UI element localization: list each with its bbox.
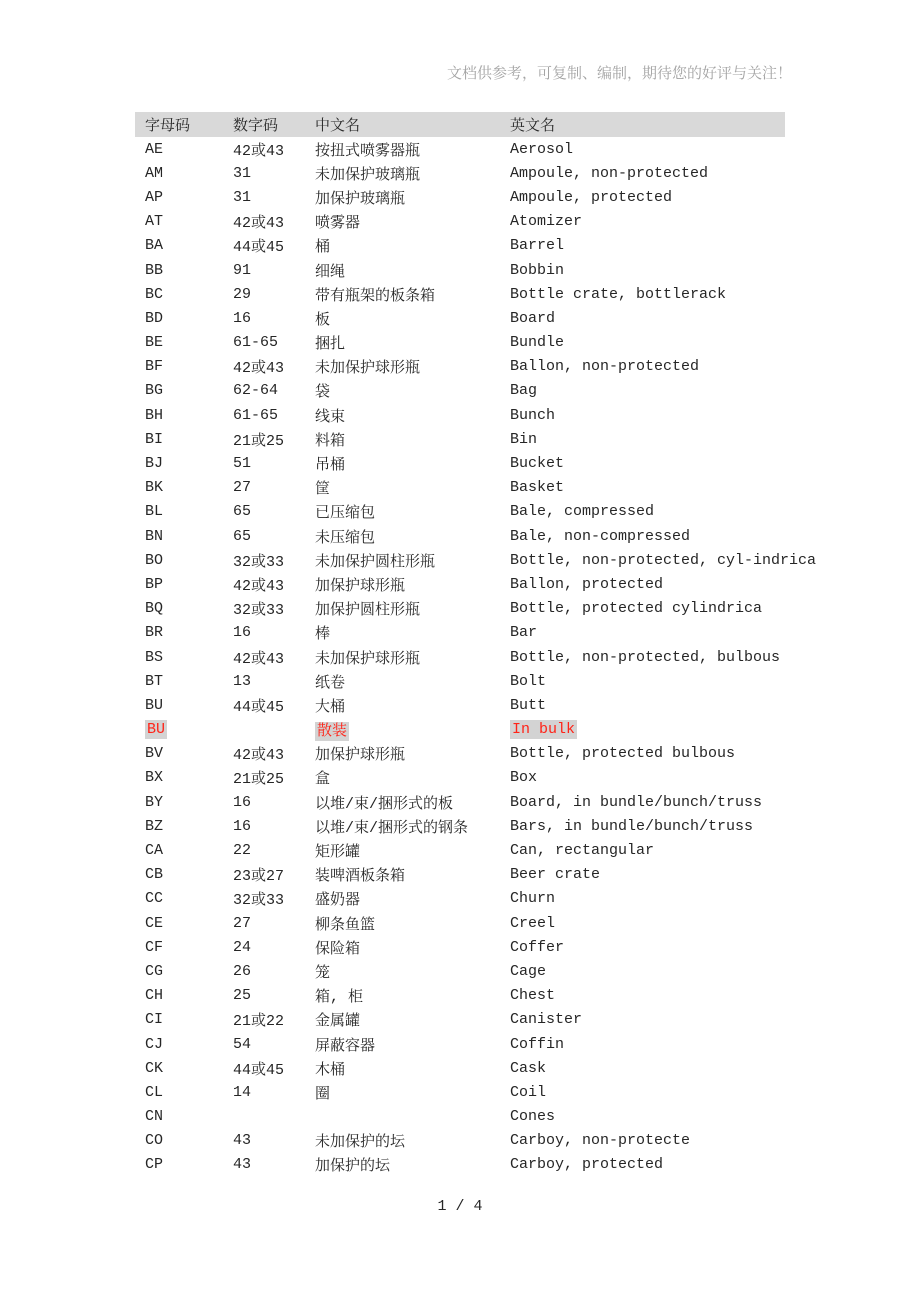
cell-chinese: 屏蔽容器 — [315, 1037, 376, 1055]
cell-letter: BR — [145, 624, 164, 642]
cell-number: 43 — [233, 1132, 252, 1150]
cell-chinese: 保险箱 — [315, 940, 361, 958]
cell-number: 24 — [233, 938, 252, 956]
cell-english: Creel — [510, 914, 556, 932]
table-row — [135, 911, 785, 935]
cell-number: 42或43 — [233, 747, 285, 765]
cell-number: 44或45 — [233, 239, 285, 257]
cell-english: Barrel — [510, 237, 565, 255]
cell-chinese: 吊桶 — [315, 457, 346, 475]
table-row — [135, 331, 785, 355]
cell-letter: BY — [145, 793, 164, 811]
cell-chinese: 加保护圆柱形瓶 — [315, 602, 421, 620]
table-row — [135, 1105, 785, 1129]
disclaimer-text: 文档供参考，可复制、编制，期待您的好评与关注！ — [446, 66, 792, 83]
cell-english: Ampoule, protected — [510, 188, 673, 206]
table-row — [135, 548, 785, 572]
cell-letter: CP — [145, 1156, 164, 1174]
table-row — [135, 234, 785, 258]
cell-number: 43 — [233, 1156, 252, 1174]
cell-chinese: 以堆/束/捆形式的钢条 — [315, 819, 469, 837]
table-row — [135, 572, 785, 596]
table-row — [135, 814, 785, 838]
column-header-chinese-name: 中文名 — [305, 112, 500, 137]
cell-chinese: 以堆/束/捆形式的板 — [315, 795, 454, 813]
cell-number: 44或45 — [233, 698, 285, 716]
table-row — [135, 887, 785, 911]
cell-number: 54 — [233, 1035, 252, 1053]
cell-letter: BB — [145, 261, 164, 279]
cell-english: Carboy, protected — [510, 1156, 664, 1174]
cell-letter: BP — [145, 575, 164, 593]
table-row — [135, 355, 785, 379]
cell-letter: BX — [145, 769, 164, 787]
cell-english: Atomizer — [510, 213, 583, 231]
table-row — [135, 500, 785, 524]
cell-chinese — [305, 1105, 500, 1129]
cell-number: 65 — [233, 527, 252, 545]
cell-english: Bars, in bundle/bunch/truss — [510, 817, 754, 835]
column-header-numeric-code: 数字码 — [223, 112, 305, 137]
cell-letter: BJ — [145, 455, 164, 473]
table-row — [135, 645, 785, 669]
cell-chinese: 棒 — [315, 626, 331, 644]
cell-number: 91 — [233, 261, 252, 279]
column-header-letter-code: 字母码 — [135, 112, 223, 137]
column-header-english-name: 英文名 — [500, 112, 785, 137]
cell-english — [500, 718, 785, 742]
cell-chinese: 纸卷 — [315, 674, 346, 692]
cell-chinese: 未加保护玻璃瓶 — [315, 166, 421, 184]
highlighted-text: In bulk — [512, 721, 576, 739]
cell-letter: BE — [145, 334, 164, 352]
table-row — [135, 1008, 785, 1032]
table-row — [135, 1080, 785, 1104]
cell-number — [223, 1105, 305, 1129]
cell-number: 44或45 — [233, 1061, 285, 1079]
cell-number: 22 — [233, 842, 252, 860]
cell-english: Bottle crate, bottlerack — [510, 285, 727, 303]
table-row — [135, 427, 785, 451]
cell-letter: AE — [145, 140, 164, 158]
cell-chinese: 喷雾器 — [315, 215, 361, 233]
cell-english: Aerosol — [510, 140, 574, 158]
cell-number: 42或43 — [233, 142, 285, 160]
table-row — [135, 476, 785, 500]
table-header-row — [135, 112, 785, 137]
table-body — [135, 137, 817, 1177]
cell-english: Ampoule, non-protected — [510, 164, 709, 182]
table-row — [135, 718, 785, 742]
cell-number: 21或25 — [233, 771, 285, 789]
cell-english: Ballon, non-protected — [510, 358, 700, 376]
table-row — [135, 185, 785, 209]
cell-chinese: 金属罐 — [315, 1013, 361, 1031]
cell-letter: BV — [145, 745, 164, 763]
table-row — [135, 210, 785, 234]
cell-letter: CN — [145, 1108, 164, 1126]
table-row — [135, 766, 785, 790]
cell-letter: CO — [145, 1132, 164, 1150]
cell-number: 65 — [233, 503, 252, 521]
cell-letter: BQ — [145, 600, 164, 618]
cell-letter: CJ — [145, 1035, 164, 1053]
cell-letter: BA — [145, 237, 164, 255]
cell-english: Basket — [510, 479, 565, 497]
cell-number: 42或43 — [233, 650, 285, 668]
cell-letter: BI — [145, 430, 164, 448]
cell-letter: BL — [145, 503, 164, 521]
cell-letter: CI — [145, 1011, 164, 1029]
cell-chinese: 未加保护球形瓶 — [315, 360, 421, 378]
cell-english: Coffin — [510, 1035, 565, 1053]
cell-english: Bobbin — [510, 261, 565, 279]
cell-chinese: 已压缩包 — [315, 505, 376, 523]
table-row — [135, 403, 785, 427]
cell-number: 61-65 — [233, 334, 279, 352]
cell-number: 23或27 — [233, 868, 285, 886]
cell-english: Bunch — [510, 406, 556, 424]
table-row — [135, 258, 785, 282]
cell-chinese: 按扭式喷雾器瓶 — [315, 142, 421, 160]
table-row — [135, 597, 785, 621]
cell-chinese: 捆扎 — [315, 336, 346, 354]
table-row — [135, 379, 785, 403]
cell-chinese: 木桶 — [315, 1061, 346, 1079]
cell-number: 31 — [233, 164, 252, 182]
table-row — [135, 1153, 785, 1177]
cell-chinese: 加保护球形瓶 — [315, 747, 406, 765]
highlighted-text: BU — [147, 721, 166, 739]
table-row — [135, 984, 785, 1008]
cell-english: Box — [510, 769, 538, 787]
cell-english: Chest — [510, 987, 556, 1005]
cell-number: 26 — [233, 962, 252, 980]
cell-english: Bottle, protected cylindrica — [510, 600, 763, 618]
cell-english: Bale, compressed — [510, 503, 655, 521]
cell-number — [223, 718, 305, 742]
table-row — [135, 693, 785, 717]
cell-english: Coil — [510, 1083, 547, 1101]
cell-letter: AP — [145, 188, 164, 206]
cell-letter: CG — [145, 962, 164, 980]
cell-letter: AT — [145, 213, 164, 231]
cell-letter: AM — [145, 164, 164, 182]
cell-number: 25 — [233, 987, 252, 1005]
table-row — [135, 959, 785, 983]
cell-chinese: 圈 — [315, 1085, 331, 1103]
cell-number: 51 — [233, 455, 252, 473]
table-row — [135, 1056, 785, 1080]
cell-english: Cones — [510, 1108, 556, 1126]
cell-chinese: 装啤酒板条箱 — [315, 868, 406, 886]
cell-letter: BT — [145, 672, 164, 690]
cell-letter: BU — [145, 696, 164, 714]
cell-chinese: 大桶 — [315, 698, 346, 716]
cell-letter: CC — [145, 890, 164, 908]
cell-chinese: 桶 — [315, 239, 331, 257]
table-row — [135, 935, 785, 959]
cell-chinese: 细绳 — [315, 263, 346, 281]
cell-chinese: 加保护的坛 — [315, 1158, 391, 1176]
cell-letter: BS — [145, 648, 164, 666]
cell-english: Cask — [510, 1059, 547, 1077]
cell-chinese: 箱, 柜 — [315, 989, 364, 1007]
cell-chinese: 盛奶器 — [315, 892, 361, 910]
cell-chinese: 笼 — [315, 964, 331, 982]
cell-letter: BO — [145, 551, 164, 569]
cell-number: 42或43 — [233, 577, 285, 595]
cell-number: 14 — [233, 1083, 252, 1101]
table-row — [135, 790, 785, 814]
cell-english: Bolt — [510, 672, 547, 690]
cell-english: Canister — [510, 1011, 583, 1029]
cell-chinese: 料箱 — [315, 432, 346, 450]
cell-letter — [135, 718, 223, 742]
table-row — [135, 863, 785, 887]
cell-number: 16 — [233, 309, 252, 327]
cell-letter: BZ — [145, 817, 164, 835]
cell-letter: CB — [145, 866, 164, 884]
table-row — [135, 282, 785, 306]
cell-chinese: 未压缩包 — [315, 529, 376, 547]
cell-chinese: 盒 — [315, 771, 331, 789]
cell-number: 61-65 — [233, 406, 279, 424]
cell-number: 32或33 — [233, 553, 285, 571]
cell-number: 32或33 — [233, 602, 285, 620]
cell-english: Cage — [510, 962, 547, 980]
cell-number: 29 — [233, 285, 252, 303]
cell-english: Butt — [510, 696, 547, 714]
cell-english: Carboy, non-protecte — [510, 1132, 691, 1150]
cell-letter: BF — [145, 358, 164, 376]
cell-letter: BG — [145, 382, 164, 400]
cell-number: 13 — [233, 672, 252, 690]
packaging-code-table — [135, 112, 817, 1177]
cell-chinese: 袋 — [315, 384, 331, 402]
cell-english: Bundle — [510, 334, 565, 352]
cell-number: 42或43 — [233, 215, 285, 233]
cell-english: Beer crate — [510, 866, 601, 884]
highlighted-text: 散装 — [317, 723, 348, 741]
cell-english: Bar — [510, 624, 538, 642]
cell-number: 62-64 — [233, 382, 279, 400]
cell-english: Ballon, protected — [510, 575, 664, 593]
table-row — [135, 742, 785, 766]
cell-letter: BD — [145, 309, 164, 327]
cell-number: 31 — [233, 188, 252, 206]
cell-letter: CA — [145, 842, 164, 860]
cell-chinese: 矩形罐 — [315, 844, 361, 862]
cell-letter: BN — [145, 527, 164, 545]
table-row — [135, 451, 785, 475]
table-row — [135, 669, 785, 693]
cell-english: Bag — [510, 382, 538, 400]
cell-letter: BK — [145, 479, 164, 497]
cell-letter: CE — [145, 914, 164, 932]
cell-chinese: 筐 — [315, 481, 331, 499]
cell-letter: CL — [145, 1083, 164, 1101]
page-number: 1 / 4 — [437, 1198, 483, 1215]
cell-letter: CK — [145, 1059, 164, 1077]
table-row — [135, 1129, 785, 1153]
cell-english: Board — [510, 309, 556, 327]
cell-english: Bottle, non-protected, bulbous — [510, 648, 781, 666]
cell-chinese: 加保护球形瓶 — [315, 577, 406, 595]
cell-letter: CF — [145, 938, 164, 956]
cell-chinese: 未加保护的坛 — [315, 1134, 406, 1152]
table-row — [135, 1032, 785, 1056]
cell-english: Churn — [510, 890, 556, 908]
cell-chinese: 带有瓶架的板条箱 — [315, 287, 436, 305]
cell-number: 32或33 — [233, 892, 285, 910]
cell-chinese — [305, 718, 500, 742]
cell-number: 16 — [233, 817, 252, 835]
cell-english: Bin — [510, 430, 538, 448]
cell-letter: BC — [145, 285, 164, 303]
cell-number: 21或22 — [233, 1013, 285, 1031]
cell-number: 27 — [233, 479, 252, 497]
table-row — [135, 306, 785, 330]
cell-chinese: 未加保护圆柱形瓶 — [315, 553, 436, 571]
cell-english: Bale, non-compressed — [510, 527, 691, 545]
table-row — [135, 838, 785, 862]
table-row — [135, 621, 785, 645]
cell-english: Bucket — [510, 455, 565, 473]
cell-english: Board, in bundle/bunch/truss — [510, 793, 763, 811]
cell-number: 42或43 — [233, 360, 285, 378]
table-row — [135, 137, 785, 161]
table-row — [135, 161, 785, 185]
cell-letter: BH — [145, 406, 164, 424]
cell-chinese: 线束 — [315, 408, 346, 426]
cell-english: Can, rectangular — [510, 842, 655, 860]
cell-chinese: 柳条鱼篮 — [315, 916, 376, 934]
cell-number: 21或25 — [233, 432, 285, 450]
cell-number: 16 — [233, 624, 252, 642]
cell-english: Bottle, non-protected, cyl-indrica — [510, 551, 817, 569]
cell-number: 16 — [233, 793, 252, 811]
cell-english: Coffer — [510, 938, 565, 956]
table-row — [135, 524, 785, 548]
cell-letter: CH — [145, 987, 164, 1005]
cell-chinese: 板 — [315, 311, 331, 329]
cell-chinese: 加保护玻璃瓶 — [315, 190, 406, 208]
cell-english: Bottle, protected bulbous — [510, 745, 736, 763]
cell-number: 27 — [233, 914, 252, 932]
cell-chinese: 未加保护球形瓶 — [315, 650, 421, 668]
